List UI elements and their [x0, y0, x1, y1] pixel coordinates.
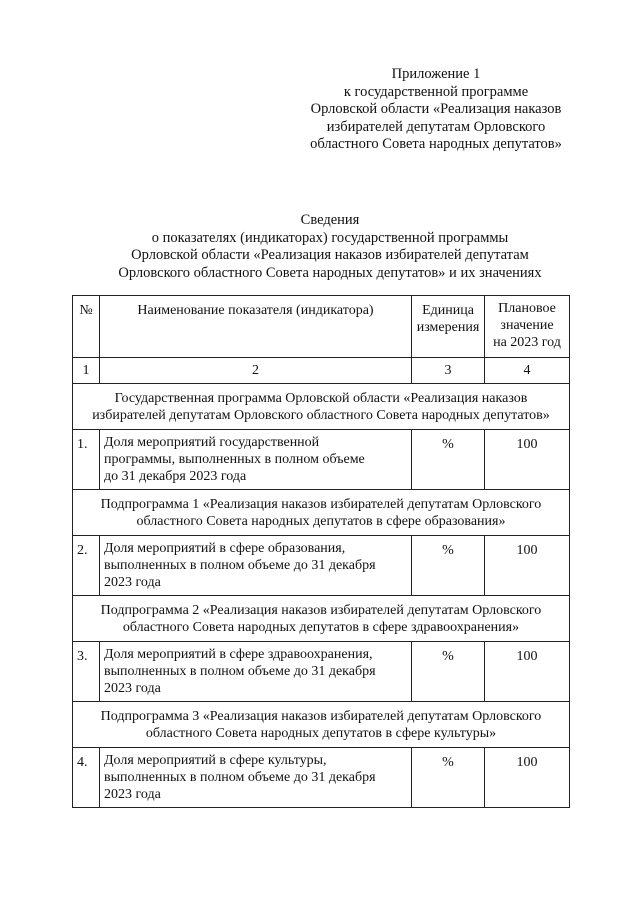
- indicator-line: 2023 года: [104, 681, 161, 696]
- indicator-line: Доля мероприятий в сфере здравоохранения,: [104, 647, 373, 662]
- indicator-unit: %: [412, 430, 485, 490]
- appendix-line: избирателей депутатам Орловского: [326, 118, 546, 135]
- header-number: №: [73, 296, 100, 358]
- indicator-line: 2023 года: [104, 787, 161, 802]
- indicator-unit: %: [412, 642, 485, 702]
- section-line: Подпрограмма 1 «Реализация наказов избирателей депутатам Орловского: [100, 496, 542, 512]
- section-title: [73, 596, 570, 642]
- indicator-unit: %: [412, 748, 485, 808]
- indicator-line: Доля мероприятий в сфере культуры,: [104, 753, 327, 768]
- indicator-line: выполненных в полном объеме до 31 декабря: [104, 664, 376, 679]
- indicator-plan-value: 100: [485, 642, 570, 702]
- section-row: [73, 702, 570, 748]
- heading-line: о показателях (индикаторах) государственной программы: [151, 229, 509, 246]
- appendix-line: областного Совета народных депутатов»: [310, 136, 562, 152]
- header-unit: [412, 296, 485, 358]
- section-line: областного Совета народных депутатов в сфере здравоохранения»: [122, 619, 520, 635]
- row-index: 4.: [73, 748, 100, 808]
- appendix-caption: [290, 66, 582, 154]
- indicator-name: [100, 748, 412, 808]
- header-plan: [485, 296, 570, 358]
- table-header-row: [73, 296, 570, 358]
- appendix-line: Приложение 1: [391, 66, 481, 82]
- row-index: 3.: [73, 642, 100, 702]
- section-line: Государственная программа Орловской области «Реализация наказов: [114, 390, 528, 406]
- section-title: [73, 384, 570, 430]
- column-number: 3: [412, 358, 485, 384]
- heading-line: Орловской области «Реализация наказов избирателей депутатам: [131, 247, 529, 263]
- indicator-line: 2023 года: [104, 575, 161, 590]
- indicator-line: Доля мероприятий государственной: [104, 435, 320, 450]
- section-row: [73, 384, 570, 430]
- indicator-name: [100, 642, 412, 702]
- section-title: [73, 490, 570, 536]
- section-line: Подпрограмма 3 «Реализация наказов избирателей депутатам Орловского: [100, 708, 542, 724]
- section-line: областного Совета народных депутатов в сфере образования»: [136, 513, 506, 529]
- indicator-line: Доля мероприятий в сфере образования,: [104, 541, 346, 556]
- header-name: Наименование показателя (индикатора): [100, 296, 412, 358]
- header-plan-line: значение: [500, 318, 554, 333]
- indicator-name: [100, 536, 412, 596]
- column-number: 4: [485, 358, 570, 384]
- indicator-name: [100, 430, 412, 490]
- document-heading: [60, 212, 600, 282]
- column-number: 2: [100, 358, 412, 384]
- table-row: [73, 748, 570, 808]
- table-row: [73, 536, 570, 596]
- table-row: [73, 642, 570, 702]
- table-row: [73, 430, 570, 490]
- section-title: [73, 702, 570, 748]
- header-plan-line: Плановое: [498, 301, 556, 316]
- indicator-line: до 31 декабря 2023 года: [104, 469, 247, 484]
- section-row: [73, 596, 570, 642]
- indicators-table: [72, 295, 570, 808]
- indicator-line: выполненных в полном объеме до 31 декабря: [104, 558, 376, 573]
- indicator-plan-value: 100: [485, 536, 570, 596]
- indicator-line: выполненных в полном объеме до 31 декабря: [104, 770, 376, 785]
- heading-line: Орловского областного Совета народных депутатов» и их значениях: [118, 264, 542, 281]
- indicator-plan-value: 100: [485, 748, 570, 808]
- column-number: 1: [73, 358, 100, 384]
- section-row: [73, 490, 570, 536]
- header-plan-line: на 2023 год: [493, 335, 561, 350]
- row-index: 1.: [73, 430, 100, 490]
- appendix-line: к государственной программе: [343, 83, 529, 100]
- section-line: избирателей депутатам Орловского областного Совета народных депутатов»: [92, 407, 550, 423]
- indicator-unit: %: [412, 536, 485, 596]
- header-unit-line: измерения: [416, 320, 480, 335]
- section-line: Подпрограмма 2 «Реализация наказов избирателей депутатам Орловского: [100, 602, 542, 618]
- section-line: областного Совета народных депутатов в сфере культуры»: [145, 725, 497, 741]
- appendix-line: Орловской области «Реализация наказов: [310, 101, 562, 117]
- header-unit-line: Единица: [422, 303, 474, 318]
- row-index: 2.: [73, 536, 100, 596]
- column-number-row: [73, 358, 570, 384]
- heading-line: Сведения: [300, 212, 360, 228]
- indicator-plan-value: 100: [485, 430, 570, 490]
- indicator-line: программы, выполненных в полном объеме: [104, 452, 365, 467]
